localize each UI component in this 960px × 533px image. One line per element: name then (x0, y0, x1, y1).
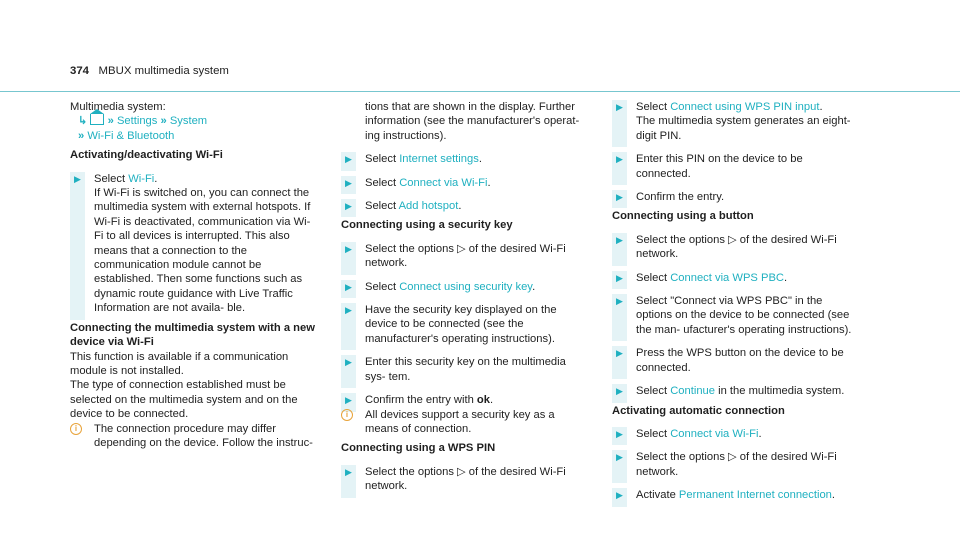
step: ▶ Confirm the entry. (612, 190, 860, 204)
step: ▶ Select Wi-Fi. If Wi-Fi is switched on, you can connect the multimedia system with external hotspots. If Wi-Fi is deactivated, communication via Wi-Fi to all devices is interrupted. This also means that a connection to the communication module cannot be established. Then some functions such as dynamic route guidance with Live Traffic Information are not availa- ble. (70, 172, 318, 316)
home-icon (90, 114, 104, 125)
step-arrow-icon: ▶ (345, 154, 352, 165)
step: ▶ Select the options ▷ of the desired Wi-Fi network. (612, 450, 860, 479)
step-arrow-icon: ▶ (616, 348, 623, 359)
step-arrow-icon: ▶ (616, 428, 623, 439)
link-wps-pin-input[interactable]: Connect using WPS PIN input (670, 101, 820, 113)
step-arrow-icon: ▶ (616, 452, 623, 463)
column-3 (612, 100, 860, 503)
step-arrow-icon: ▶ (616, 234, 623, 245)
paragraph: This function is available if a communication module is not installed. (70, 350, 289, 377)
heading-connect-new-device: Connecting the multimedia system with a new device via Wi-Fi (70, 321, 315, 349)
step: ▶ Select Connect via Wi-Fi. (341, 176, 589, 190)
note-continued: tions that are shown in the display. Further information (see the manufacturer's operat- ing instructions). (365, 101, 580, 142)
heading-security-key: Connecting using a security key (341, 219, 513, 232)
step: ▶ Enter this PIN on the device to be connected. (612, 152, 860, 181)
step-arrow-icon: ▶ (74, 173, 81, 184)
step: ▶ Press the WPS button on the device to be connected. (612, 346, 860, 375)
options-arrow-icon: ▷ (457, 465, 466, 478)
info-icon: i (341, 409, 353, 421)
step-arrow-icon: ▶ (345, 243, 352, 254)
step-arrow-icon: ▶ (616, 296, 623, 307)
paragraph: The type of connection established must be selected on the multimedia system and on the device to be connected. (70, 379, 298, 421)
ok-key: ok (476, 394, 490, 407)
header-rule (0, 91, 960, 92)
step-body: If Wi-Fi is switched on, you can connect the multimedia system with external hotspots. If Wi-Fi is deactivated, communication via Wi-Fi to all devices is interrupted. This also means that a connection to the communication module cannot be established. Then some functions such as dynamic route guidance with Live Traffic Information are not availa- ble. (94, 187, 311, 315)
step-arrow-icon: ▶ (345, 395, 352, 406)
step-arrow-icon: ▶ (616, 386, 623, 397)
chevron-icon: » (107, 115, 114, 128)
step-arrow-icon: ▶ (616, 490, 623, 501)
step: ▶ Select "Connect via WPS PBC" in the options on the device to be connected (see the man- ufacturer's operating instructions). (612, 294, 860, 337)
options-arrow-icon: ▷ (728, 451, 737, 464)
breadcrumb-line-2 (70, 129, 318, 143)
step: ▶ Have the security key displayed on the device to be connected (see the manufacturer's operating instructions). (341, 303, 589, 346)
step-arrow-icon: ▶ (616, 272, 623, 283)
link-permanent-internet[interactable]: Permanent Internet connection (678, 489, 832, 502)
page-title: MBUX multimedia system (98, 65, 229, 77)
note: i The connection procedure may differ depending on the device. Follow the instruc- (70, 422, 318, 451)
step: ▶ Select the options ▷ of the desired Wi-Fi network. (341, 465, 589, 494)
chevron-icon: » (78, 129, 85, 142)
step-body: The multimedia system generates an eight- digit PIN. (636, 115, 851, 142)
step-arrow-icon: ▶ (616, 154, 623, 165)
step-arrow-icon: ▶ (345, 201, 352, 212)
options-arrow-icon: ▷ (457, 242, 466, 255)
link-connect-via-wifi[interactable]: Connect via Wi-Fi (399, 176, 488, 189)
step: ▶ Select the options ▷ of the desired Wi-Fi network. (612, 233, 860, 262)
step-arrow-icon: ▶ (345, 357, 352, 368)
step-arrow-icon: ▶ (345, 281, 352, 292)
crumb-system[interactable]: System (169, 115, 208, 128)
crumb-settings[interactable]: Settings (116, 115, 158, 128)
link-connect-via-wifi[interactable]: Connect via Wi-Fi (670, 427, 759, 440)
step-arrow-icon: ▶ (345, 466, 352, 477)
step-arrow-icon: ▶ (345, 177, 352, 188)
step: ▶ Select Connect via Wi-Fi. (612, 427, 860, 441)
step-arrow-icon: ▶ (345, 305, 352, 316)
step: ▶ Select Internet settings. (341, 152, 589, 166)
column-2 (341, 100, 589, 494)
path-intro: Multimedia system: (70, 101, 166, 113)
chevron-icon: » (160, 115, 167, 128)
step: ▶ Confirm the entry with ok. (341, 393, 589, 407)
heading-auto-connection: Activating automatic connection (612, 404, 785, 417)
step: ▶ Select Continue in the multimedia system. (612, 384, 860, 398)
link-connect-wps-pbc[interactable]: Connect via WPS PBC (670, 271, 784, 284)
path-arrow-icon: ↳ (78, 115, 88, 128)
info-icon: i (70, 423, 82, 435)
column-1 (70, 100, 318, 450)
note: i All devices support a security key as a means of connection. (341, 408, 589, 437)
step: ▶ Enter this security key on the multimedia sys- tem. (341, 355, 589, 384)
link-connect-security-key[interactable]: Connect using security key (399, 280, 533, 293)
page-header (70, 64, 229, 78)
crumb-wifi-bluetooth[interactable]: Wi-Fi & Bluetooth (87, 129, 175, 142)
link-internet-settings[interactable]: Internet settings (399, 153, 479, 166)
step: ▶ Select Add hotspot. (341, 199, 589, 213)
link-wifi[interactable]: Wi-Fi (128, 172, 155, 185)
breadcrumb (70, 114, 318, 128)
step: ▶ Select the options ▷ of the desired Wi-Fi network. (341, 242, 589, 271)
link-add-hotspot[interactable]: Add hotspot (398, 200, 459, 213)
step: ▶ Select Connect via WPS PBC. (612, 271, 860, 285)
step-arrow-icon: ▶ (616, 192, 623, 203)
heading-button: Connecting using a button (612, 210, 754, 223)
heading-wps-pin: Connecting using a WPS PIN (341, 442, 496, 455)
heading-activate-wifi: Activating/deactivating Wi-Fi (70, 149, 223, 162)
step: ▶ Select Connect using WPS PIN input. The multimedia system generates an eight- digit PIN. (612, 100, 860, 143)
step: ▶ Select Connect using security key. (341, 280, 589, 294)
step: ▶ Activate Permanent Internet connection. (612, 488, 860, 502)
link-continue[interactable]: Continue (670, 385, 715, 398)
page-number: 374 (70, 65, 90, 77)
step-arrow-icon: ▶ (616, 102, 623, 112)
options-arrow-icon: ▷ (728, 233, 737, 246)
